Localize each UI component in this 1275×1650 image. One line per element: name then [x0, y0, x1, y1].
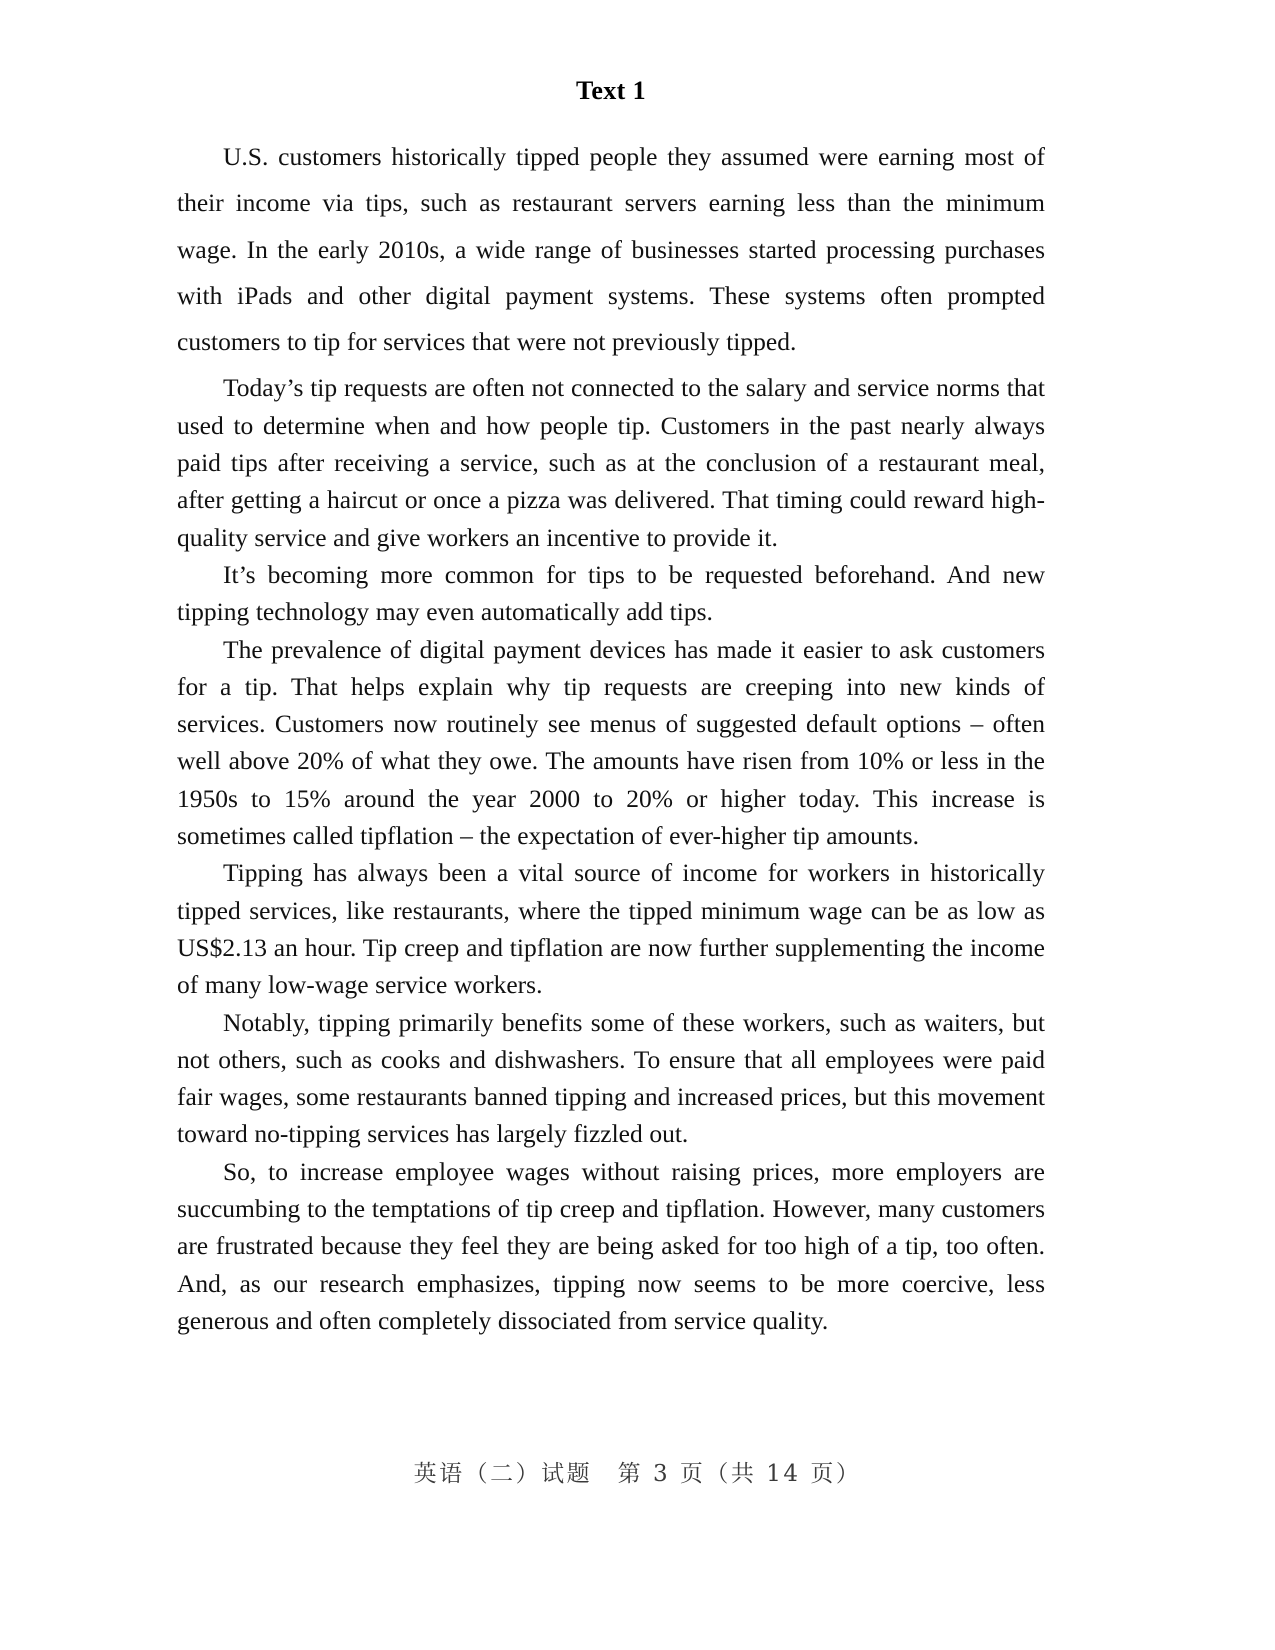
article-body	[177, 134, 1045, 1339]
paragraph-1: U.S. customers historically tipped people they assumed were earning most of their income via tips, such as restaurant servers earning less than the minimum wage. In the early 2010s, a wide range of businesses started processing purchases with iPads and other digital payment systems. These systems often prompted customers to tip for services that were not previously tipped.	[177, 142, 1045, 357]
paragraph-5: Tipping has always been a vital source of income for workers in historically tipped services, like restaurants, where the tipped minimum wage can be as low as US$2.13 an hour. Tip creep and tipflation are now further supplementing the income of many low-wage service workers.	[177, 858, 1045, 1000]
page-title: Text 1	[575, 76, 647, 105]
page-footer	[0, 1455, 1275, 1488]
page-content	[177, 0, 1045, 1339]
paragraph-2: Today’s tip requests are often not connected to the salary and service norms that used to determine when and how people tip. Customers in the past nearly always paid tips after receiving a service, such as at the conclusion of a restaurant meal, after getting a haircut or once a pizza was delivered. That timing could reward high-quality service and give workers an incentive to provide it.	[177, 373, 1045, 552]
footer-text: 英语（二）试题 第 3 页（共 14 页）	[413, 1461, 862, 1487]
paragraph-3: It’s becoming more common for tips to be requested beforehand. And new tipping technology may even automatically add tips.	[177, 559, 1045, 627]
paragraph-4: The prevalence of digital payment devices has made it easier to ask customers for a tip. That helps explain why tip requests are creeping into new kinds of services. Customers now routinely see menus of suggested default options – often well above 20% of what they owe. The amounts have risen from 10% or less in the 1950s to 15% around the year 2000 to 20% or higher today. This increase is sometimes called tipflation – the expectation of ever-higher tip amounts.	[177, 634, 1045, 851]
paragraph-7: So, to increase employee wages without raising prices, more employers are succumbing to the temptations of tip creep and tipflation. However, many customers are frustrated because they feel they are being asked for too high of a tip, too often. And, as our research emphasizes, tipping now seems to be more coercive, less generous and often completely dissociated from service quality.	[177, 1156, 1045, 1335]
paragraph-6: Notably, tipping primarily benefits some of these workers, such as waiters, but not others, such as cooks and dishwashers. To ensure that all employees were paid fair wages, some restaurants banned tipping and increased prices, but this movement toward no-tipping services has largely fizzled out.	[177, 1007, 1045, 1149]
